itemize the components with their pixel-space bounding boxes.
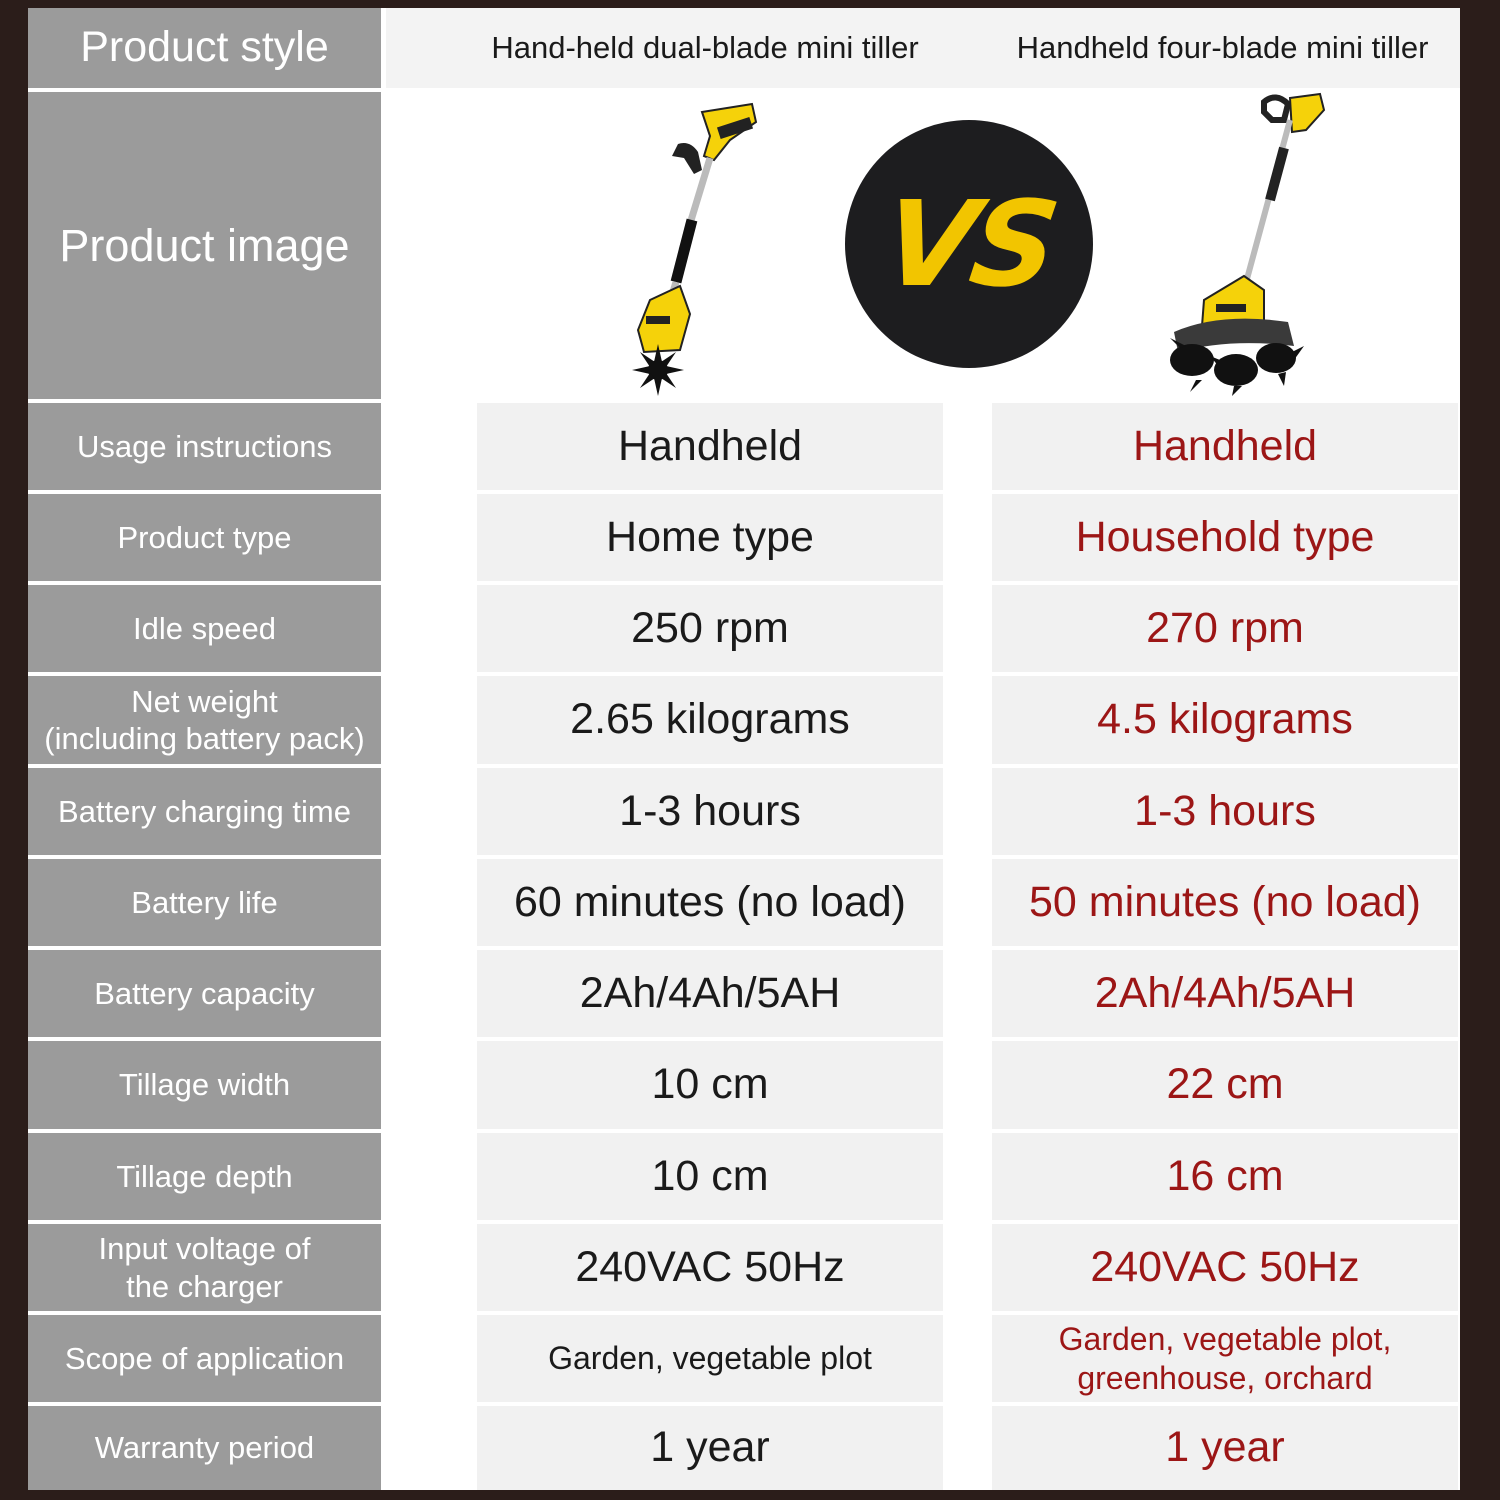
- vs-badge: [845, 120, 1093, 368]
- right-battery-capacity: 2Ah/4Ah/5AH: [992, 950, 1458, 1037]
- left-warranty-period: 1 year: [477, 1406, 943, 1490]
- left-tillage-width: 10 cm: [477, 1041, 943, 1129]
- left-battery-life: 60 minutes (no load): [477, 859, 943, 946]
- left-battery-capacity: 2Ah/4Ah/5AH: [477, 950, 943, 1037]
- row-label-idle-speed: Idle speed: [28, 585, 381, 672]
- product-image-label: Product image: [28, 92, 381, 399]
- row-label-battery-charging-time: Battery charging time: [28, 768, 381, 855]
- left-charger-input-voltage: 240VAC 50Hz: [477, 1224, 943, 1311]
- right-usage-instructions: Handheld: [992, 403, 1458, 490]
- row-label-tillage-width: Tillage width: [28, 1041, 381, 1129]
- row-label-usage-instructions: Usage instructions: [28, 403, 381, 490]
- left-battery-charging-time: 1-3 hours: [477, 768, 943, 855]
- row-label-product-type: Product type: [28, 494, 381, 581]
- row-label-battery-life: Battery life: [28, 859, 381, 946]
- left-tillage-depth: 10 cm: [477, 1133, 943, 1220]
- right-net-weight: 4.5 kilograms: [992, 676, 1458, 764]
- row-label-warranty-period: Warranty period: [28, 1406, 381, 1490]
- product-style-label: Product style: [28, 8, 381, 88]
- right-charger-input-voltage: 240VAC 50Hz: [992, 1224, 1458, 1311]
- right-tillage-width: 22 cm: [992, 1041, 1458, 1129]
- left-product-name: Hand-held dual-blade mini tiller: [491, 30, 919, 65]
- row-label-scope-of-application: Scope of application: [28, 1315, 381, 1402]
- right-tillage-depth: 16 cm: [992, 1133, 1458, 1220]
- right-product-type: Household type: [992, 494, 1458, 581]
- row-label-battery-capacity: Battery capacity: [28, 950, 381, 1037]
- dual-blade-tiller-image: [610, 100, 770, 400]
- right-scope-of-application: Garden, vegetable plot, greenhouse, orchard: [992, 1315, 1458, 1402]
- row-label-charger-input-voltage: Input voltage of the charger: [28, 1224, 381, 1311]
- left-net-weight: 2.65 kilograms: [477, 676, 943, 764]
- left-product-type: Home type: [477, 494, 943, 581]
- row-label-net-weight: Net weight (including battery pack): [28, 676, 381, 764]
- row-label-tillage-depth: Tillage depth: [28, 1133, 381, 1220]
- left-idle-speed: 250 rpm: [477, 585, 943, 672]
- right-product-name: Handheld four-blade mini tiller: [1016, 30, 1429, 65]
- right-warranty-period: 1 year: [992, 1406, 1458, 1490]
- right-battery-life: 50 minutes (no load): [992, 859, 1458, 946]
- right-idle-speed: 270 rpm: [992, 585, 1458, 672]
- left-scope-of-application: Garden, vegetable plot: [477, 1315, 943, 1402]
- right-battery-charging-time: 1-3 hours: [992, 768, 1458, 855]
- four-blade-tiller-image: [1160, 90, 1340, 400]
- vs-text: VS: [875, 175, 1063, 313]
- left-usage-instructions: Handheld: [477, 403, 943, 490]
